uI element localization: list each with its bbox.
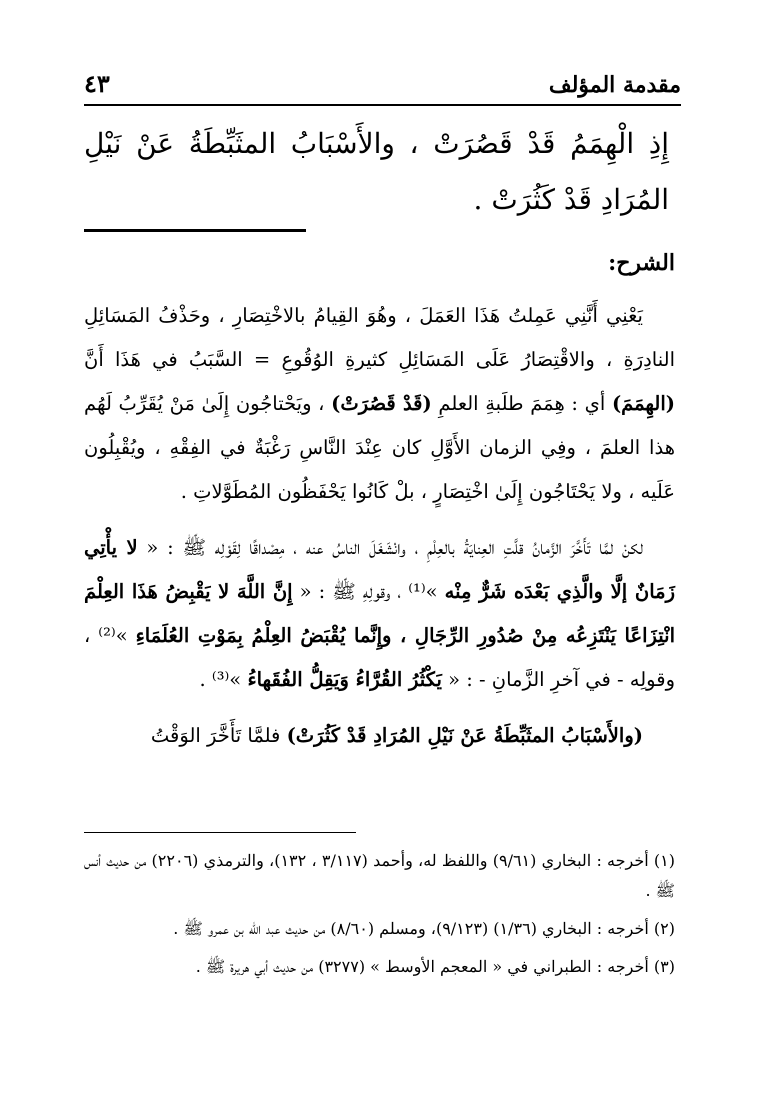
text-run: يَعْنِي أَنَّنِي عَمِلتُ هَذَا العَمَلَ ، وهُوَ القِيامُ بالاخْتِصَارِ ، وحَذْفُ المَسَائِلِ النادِرَةِ ، والاقْتِصَارُ عَلَى المَسَائِلِ كثيرةِ الوُقُوعِ = السَّبَبُ في هَذَا أَنَّ <box>84 304 675 371</box>
text-run: »⁽³⁾ . <box>199 668 248 691</box>
text-run: ، ويَحْتاجُون إِلَىٰ مَنْ يُقَرِّبُ لَهُم هذا العلمَ ، وفِي الزمان الأَوَّلِ كان عِنْدَ النَّاسِ رَغْبَةٌ في الفِقْهِ ، ويُقْبِلُون عَلَيه ، ولا يَحْتَاجُون إِلَىٰ اخْتِصَارٍ ، بلْ كَانُوا يَحْفَظُون المُطَوَّلاتِ . <box>84 392 675 503</box>
matn-text: إِذِ الْهِمَمُ قَدْ قَصُرَتْ ، والأَسْبَابُ المثَبِّطَةُ عَنْ نَيْلِ المُرَادِ قَدْ كَثُرَتْ . <box>84 127 669 216</box>
section-divider <box>84 229 306 232</box>
bold-quote: (الهِمَمَ) <box>611 392 675 415</box>
bold-quote: (والأَسْبَابُ المثَبِّطَةُ عَنْ نَيْلِ المُرَادِ قَدْ كَثُرَتْ) <box>286 724 643 747</box>
footnotes <box>84 846 675 990</box>
sharh-heading: الشرح: <box>608 250 675 276</box>
page-number: ٤٣ <box>84 69 110 98</box>
running-header <box>84 58 681 98</box>
header-rule <box>84 104 681 106</box>
text-run: أي : هِمَمَ طلَبةِ العلمِ <box>431 392 612 415</box>
footnote-1: (١) أخرجه : البخاري (٩/٦١) واللفظ له، وأحمد (٣/١١٧ ، ١٣٢)، والترمذي (٢٢٠٦) من حديث أنس ﷺ . <box>84 851 675 900</box>
paragraph-1 <box>84 294 675 514</box>
text-run: لكنْ لمَّا تَأَخَّرَ الزَّمانُ قلَّتِ العِنايَةُ بالعِلْمِ ، وانْشَغَلَ الناسُ عنه ، مِصْداقًا لِقَوْلِه ﷺ : « <box>137 536 643 559</box>
bold-quote: إِنَّ اللَّهَ لا يَقْبِضُ هَذَا العِلْمَ انْتِزَاعًا يَنْتَزِعُه مِنْ صُدُورِ الرِّجَالِ ، وإِنَّما يُقْبَضُ العِلْمُ بِمَوْتِ العُلَمَاءِ <box>84 580 675 647</box>
text-run: »⁽²⁾ ، وقولِه - في آخرِ الزَّمانِ - : « <box>84 624 675 691</box>
sharh-body <box>84 294 675 770</box>
text-run: »⁽¹⁾ ، وقولِهِ ﷺ : « <box>292 580 445 603</box>
bold-quote: يَكْثُرُ القُرَّاءُ وَيَقِلُّ الفُقَهاءُ <box>247 668 442 691</box>
footnote-2: (٢) أخرجه : البخاري (١/٣٦) (٩/١٢٣)، ومسلم (٨/٦٠) من حديث عبد اللّٰه بن عمرو ﷺ . <box>173 919 675 938</box>
bold-quote: لا يأْتِي زَمَانٌ إلَّا والَّذِي بَعْدَه شَرٌّ مِنْه <box>84 536 675 603</box>
text-run: فلمَّا تَأَخَّرَ الوَقْتُ <box>150 724 287 747</box>
paragraph-2 <box>84 526 675 702</box>
paragraph-3 <box>84 714 675 758</box>
bold-quote: (قَدْ قَصُرَتْ) <box>331 392 432 415</box>
footnote-rule <box>84 832 356 833</box>
chapter-title: مقدمة المؤلف <box>548 72 681 98</box>
footnote-3: (٣) أخرجه : الطبراني في « المعجم الأوسط » (٣٢٧٧) من حديث أبي هريرة ﷺ . <box>195 957 675 976</box>
